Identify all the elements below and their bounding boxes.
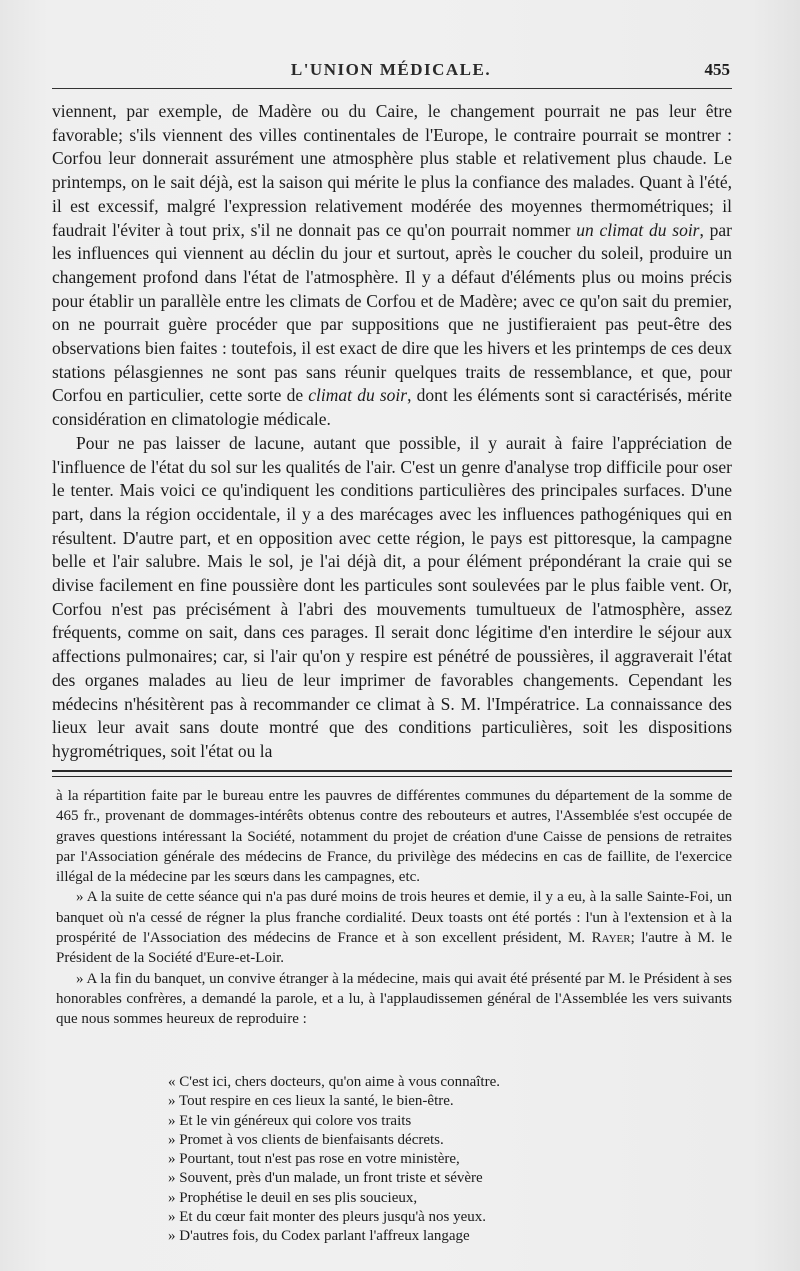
footnote-name-rayer: Rayer	[591, 930, 631, 947]
poem-verse: » Prophétise le deuil en ses plis soucieux,	[168, 1189, 418, 1206]
main-text	[52, 100, 732, 764]
footnote-paragraph-2	[56, 887, 732, 968]
paragraph-1-text-b: , par les influences qui viennent au déclin du jour et surtout, après le coucher du soleil, produire un changement profond dans l'état de l'atmosphère. Il y a défaut d'éléments plus ou moins précis pour établir un parallèle entre les climats de Corfou et de Madère; avec ce qu'on sait du premier, on ne pourrait guère procéder que par suppositions que ne justifieraient pas peut-être des observations bien faites : toutefois, il est exact de dire que les hivers et les printemps de ces deux stations pélasgiennes ne sont pas sans réunir quelques traits de ressemblance, et que, pour Corfou en particulier, cette sorte de	[52, 219, 732, 406]
poem-verse: » Et le vin généreux qui colore vos traits	[168, 1112, 412, 1129]
poem-verse: » Tout respire en ces lieux la santé, le bien-être.	[168, 1093, 454, 1110]
poem-verse: » Pourtant, tout n'est pas rose en votre ministère,	[168, 1151, 460, 1168]
poem-verse: » D'autres fois, du Codex parlant l'affreux langage	[168, 1228, 470, 1245]
paragraph-2: Pour ne pas laisser de lacune, autant que possible, il y aurait à faire l'appréciation de l'influence de l'état du sol sur les qualités de l'air. C'est un genre d'analyse trop difficile pour oser le tenter. Mais voici ce qu'indiquent les conditions particulières des principales surfaces. D'une part, dans la région occidentale, il y a des marécages avec les influences pathogéniques qui en résultent. D'autre part, et en opposition avec cette région, le pays est pittoresque, la campagne belle et l'air salubre. Mais le sol, je l'ai déjà dit, a pour élément prépondérant la craie qui se divise facilement en fine poussière dont les particules sont soulevées par le plus faible vent. Or, Corfou n'est pas précisément à l'abri des mouvements tumultueux de l'atmosphère, assez fréquents, comme on sait, dans ces parages. Il serait donc légitime d'en interdire le séjour aux affections pulmonaires; car, si l'air qu'on y respire est pénétré de poussières, il aggraverait l'état des organes malades au lieu de leur imprimer de favorables changements. Cependant les médecins n'hésitèrent pas à recommander ce climat à S. M. l'Impératrice. La connaissance des lieux leur avait sans doute montré que des conditions particulières, soit les dispositions hygrométriques, soit l'état ou la	[52, 432, 732, 761]
footnote-paragraph-2-text-a: » A la suite de cette séance qui n'a pas duré moins de trois heures et demie, il y a eu, à la salle Sainte-Foi, un banquet où n'a cessé de régner la plus franche cordialité. Deux toasts ont été portés : l'un à l'extension et à la prospérité de l'Association des médecins de France et à son excellent président, M.	[56, 889, 732, 947]
page-number: 455	[704, 60, 730, 79]
paragraph-1-text-a: viennent, par exemple, de Madère ou du Caire, le changement pourrait ne pas leur être favorable; s'ils viennent des villes continentales de l'Europe, le contraire pourrait se montrer : Corfou leur donnerait assurément une atmosphère plus stable et relativement plus chaude. Le printemps, on le sait déjà, est la saison qui mérite le plus la confiance des malades. Quant à l'été, il est excessif, malgré l'expression relativement modérée des moyennes thermométriques; il faudrait l'éviter à tout prix, s'il ne donnait pas ce qu'on pourrait nommer	[52, 101, 732, 240]
paragraph-1-emphasis-2: climat du soir	[308, 385, 408, 406]
paragraph-1-emphasis-1: un climat du soir	[576, 219, 700, 240]
header-rule	[52, 88, 732, 89]
poem	[168, 1073, 668, 1247]
footnote-section	[56, 786, 732, 1030]
page-header	[52, 60, 730, 86]
poem-verse: « C'est ici, chers docteurs, qu'on aime à vous connaître.	[168, 1074, 500, 1090]
footnote-paragraph-2-text-b: ; l'autre à M. le Président de la Société d'Eure-et-Loir.	[56, 930, 732, 967]
paragraph-1	[52, 100, 732, 432]
poem-verse: » Et du cœur fait monter des pleurs jusqu'à nos yeux.	[168, 1209, 487, 1226]
paragraph-1-text-c: , dont les éléments sont si caractérisés, mérite considération en climatologie médicale.	[52, 385, 732, 430]
footnote-paragraph-1: à la répartition faite par le bureau entre les pauvres de différentes communes du département de la somme de 465 fr., provenant de dommages-intérêts obtenus contre des rebouteurs et autres, l'Assemblée s'est occupée de graves questions intéressant la Société, notamment du projet de création d'une Caisse de pensions de retraites par l'Association générale des médecins de France, du privilège des médecins en cas de faillite, de l'exercice illégal de la médecine par les sœurs dans les campagnes, etc.	[56, 788, 732, 886]
footnote-rule	[52, 770, 732, 777]
poem-verse: » Souvent, près d'un malade, un front triste et sévère	[168, 1170, 483, 1187]
footnote-paragraph-3: » A la fin du banquet, un convive étranger à la médecine, mais qui avait été présenté par M. le Président à ses honorables confrères, a demandé la parole, et a lu, à l'applaudissemen général de l'Assemblée les vers suivants que nous sommes heureux de reproduire :	[56, 970, 732, 1028]
poem-verse: » Promet à vos clients de bienfaisants décrets.	[168, 1131, 444, 1148]
running-title: L'UNION MÉDICALE.	[290, 60, 492, 79]
